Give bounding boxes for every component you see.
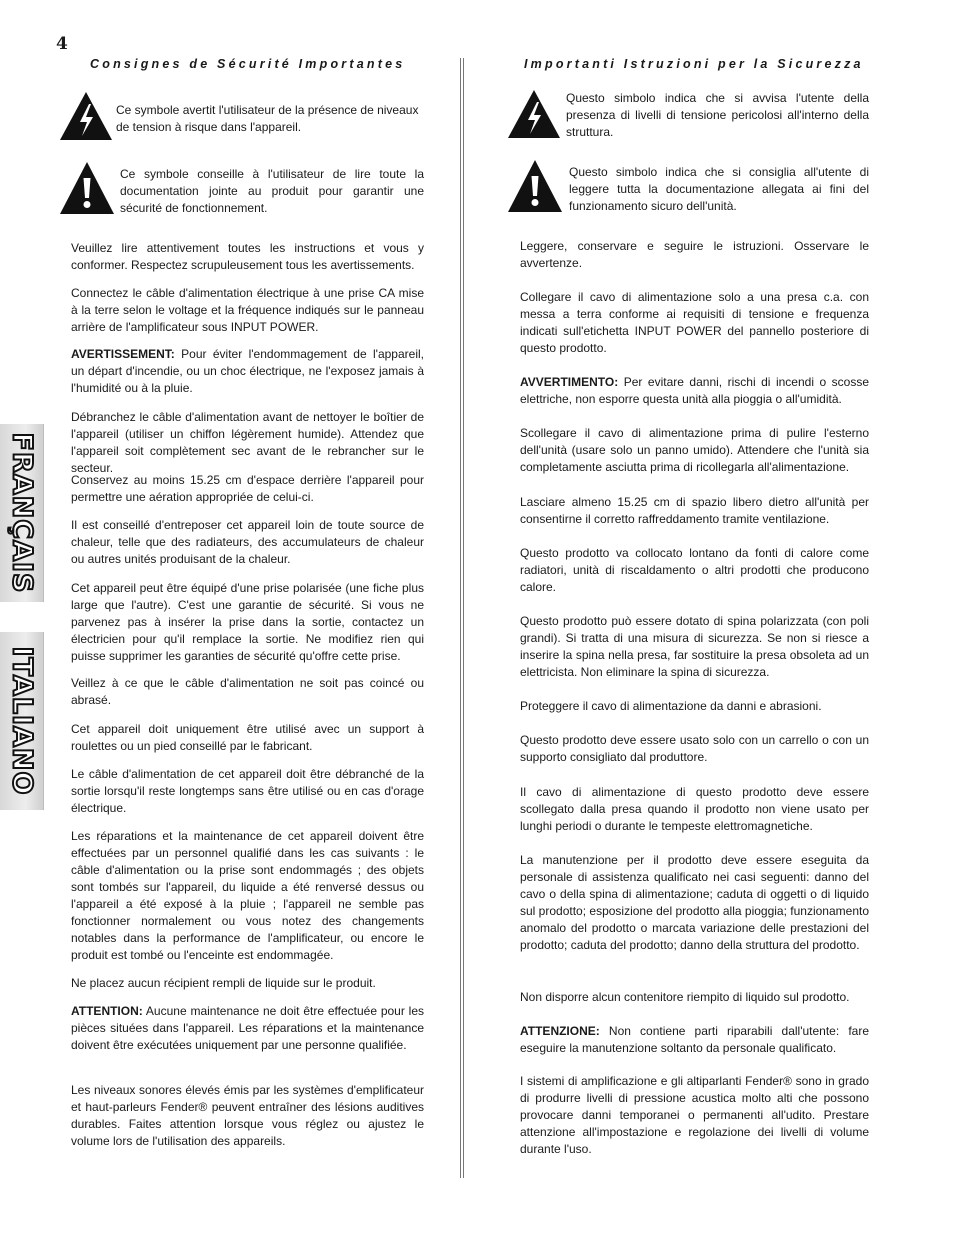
french-paragraph-text: Cet appareil doit uniquement être utilisé avec un support à roulettes ou un pied conseillé par le fabricant.	[71, 722, 424, 753]
french-paragraph	[71, 828, 424, 964]
tab-italiano-label: ITALIANO	[6, 646, 37, 796]
french-paragraph	[71, 472, 424, 506]
italian-paragraph	[520, 698, 869, 715]
french-paragraph	[71, 346, 424, 397]
french-paragraph-text: Il est conseillé d'entreposer cet appareil loin de toute source de chaleur, telle que des radiateurs, des accumulateurs de chaleur ou autres unités produisant de la chaleur.	[71, 518, 424, 566]
french-paragraph-lead: AVERTISSEMENT:	[71, 347, 175, 361]
italian-paragraph-text: Collegare il cavo di alimentazione solo a una presa c.a. con messa a terra conforme ai requisiti di tensione e frequenza indicati sull'etichetta INPUT POWER del pannello posteriore di questo prodotto.	[520, 290, 869, 355]
italian-paragraph-text: Il cavo di alimentazione di questo prodotto deve essere scollegato dalla presa quando il prodotto non viene usato per lunghi periodi o durante le tempeste elettromagnetiche.	[520, 785, 869, 833]
italian-paragraph	[520, 545, 869, 596]
italian-paragraph-lead: AVVERTIMENTO:	[520, 375, 619, 389]
french-paragraph	[71, 975, 424, 992]
french-paragraph	[71, 1003, 424, 1054]
french-title: Consignes de Sécurité Importantes	[90, 57, 406, 71]
french-paragraph-text: Veuillez lire attentivement toutes les instructions et vous y conformer. Respectez scrupuleusement tous les avertissements.	[71, 241, 424, 272]
french-paragraph	[71, 1082, 424, 1150]
italian-paragraph	[520, 494, 869, 528]
italian-paragraph-text: Non contiene parti riparabili dall'utente: fare eseguire la manutenzione soltanto da personale qualificato.	[520, 1024, 869, 1055]
italian-paragraph	[520, 784, 869, 835]
french-warning-read-text: Ce symbole conseille à l'utilisateur de lire toute la documentation jointe au produit pour garantir une sécurité de fonctionnement.	[120, 167, 424, 215]
italian-paragraph-text: I sistemi di amplificazione e gli altiparlanti Fender® sono in grado di produrre livelli di pressione acustica molto alti che possono provocare danni temporanei o permanenti all'udito. Prestare attenzione all'impostazione e regolazione dei livelli di volume durante l'uso.	[520, 1074, 869, 1156]
french-paragraph-text: Les niveaux sonores élevés émis par les systèmes d'emplificateur et haut-parleurs Fender® peuvent entraîner des lésions auditives durables. Faites attention lorsque vous réglez ou ajustez le volume lors de l'utilisation des appareils.	[71, 1083, 424, 1148]
italian-warning-read-text: Questo simbolo indica che si consiglia all'utente di leggere tutta la documentazione allegata ai fini del funzionamento sicuro dell'unità.	[569, 165, 869, 213]
italian-paragraph	[520, 1023, 869, 1057]
italian-paragraph-text: Questo prodotto deve essere usato solo con un carrello o con un supporto consigliato dal produttore.	[520, 733, 869, 764]
italian-paragraph-text: Leggere, conservare e seguire le istruzioni. Osservare le avvertenze.	[520, 239, 869, 270]
french-warning-read	[58, 160, 426, 218]
french-paragraph-text: Conservez au moins 15.25 cm d'espace derrière l'appareil pour permettre une aération appropriée de celui-ci.	[71, 473, 424, 504]
exclamation-triangle-icon	[506, 158, 564, 214]
tab-francais-label: FRANÇAIS	[6, 432, 37, 594]
italian-warning-read	[506, 158, 870, 216]
french-paragraph	[71, 240, 424, 274]
tab-francais[interactable]	[0, 424, 44, 602]
italian-paragraph	[520, 613, 869, 681]
french-paragraph-text: Le câble d'alimentation de cet appareil doit être débranché de la sortie lorsqu'il reste longtemps sans être utilisé ou en cas d'orage électrique.	[71, 767, 424, 815]
french-paragraph-text: Aucune maintenance ne doit être effectuée pour les pièces situées dans l'appareil. Les réparations et la maintenance doivent être exécutées uniquement par une personne qualifiée.	[71, 1004, 424, 1052]
french-warning-voltage	[58, 90, 426, 144]
french-paragraph-text: Veillez à ce que le câble d'alimentation ne soit pas coincé ou abrasé.	[71, 676, 424, 707]
french-paragraph-text: Les réparations et la maintenance de cet appareil doivent être effectuées par un personnel qualifié dans les cas suivants : le câble d'alimentation ou la prise sont endommagés ; des objets sont tombés sur l'appareil, du liquide a été renversé dessus ou l'appareil a été exposé à la pluie ; l'appareil ne semble pas fonctionner normalement ou vous notez des changements notables dans la performance de l'amplificateur, ou encore le produit est tombé ou l'enceinte est endommagée.	[71, 829, 424, 962]
italian-paragraph	[520, 289, 869, 357]
italian-title: Importanti Istruzioni per la Sicurezza	[524, 57, 864, 71]
column-divider	[460, 58, 464, 1178]
french-paragraph	[71, 580, 424, 665]
french-paragraph	[71, 517, 424, 568]
lightning-triangle-icon	[506, 88, 562, 140]
italian-paragraph-text: Proteggere il cavo di alimentazione da danni e abrasioni.	[520, 699, 822, 713]
italian-paragraph-text: Questo prodotto può essere dotato di spina polarizzata (con poli grandi). Si tratta di una misura di sicurezza. Se non si riesce a inserire la spina nella presa, far sostituire la presa obsoleta ad un elettricista. Non eliminare la spina di sicurezza.	[520, 614, 869, 679]
french-paragraph	[71, 285, 424, 336]
italian-paragraph	[520, 425, 869, 476]
italian-warning-voltage	[506, 88, 870, 144]
french-paragraph-text: Débranchez le câble d'alimentation avant de nettoyer le boîtier de l'appareil (utiliser un chiffon légèrement humide). Attendez que l'appareil soit complètement sec avant de le rebrancher sur le secteur.	[71, 410, 424, 475]
italian-paragraph	[520, 238, 869, 272]
french-paragraph-text: Ne placez aucun récipient rempli de liquide sur le produit.	[71, 976, 376, 990]
italian-paragraph	[520, 1073, 869, 1158]
italian-paragraph-text: Non disporre alcun contenitore riempito di liquido sul prodotto.	[520, 990, 850, 1004]
lightning-triangle-icon	[58, 90, 114, 142]
french-paragraph	[71, 409, 424, 477]
italian-paragraph	[520, 852, 869, 954]
french-paragraph-text: Cet appareil peut être équipé d'une prise polarisée (une fiche plus large que l'autre). C'est une garantie de sécurité. Si vous ne parvenez pas à insérer la prise dans la sortie, contactez un électricien pour qu'il remplace la sortie. Ne modifiez rien qui puisse supprimer les garanties de sécurité qu'offre cette prise.	[71, 581, 424, 663]
italian-paragraph-text: La manutenzione per il prodotto deve essere eseguita da personale di assistenza qualificato nei casi seguenti: danno del cavo o della spina di alimentazione; caduta di oggetti o di liquido sul prodotto; esposizione del prodotto alla pioggia; funzionamento anomalo del prodotto o marcata variazione delle prestazioni del prodotto; caduta del prodotto; danno della struttura del prodotto.	[520, 853, 869, 952]
french-paragraph-text: Connectez le câble d'alimentation électrique à une prise CA mise à la terre selon le voltage et la fréquence indiqués sur le panneau arrière de l'amplificateur sous INPUT POWER.	[71, 286, 424, 334]
italian-paragraph-text: Per evitare danni, rischi di incendi o scosse elettriche, non esporre questa unità alla pioggia o all'umidità.	[520, 375, 869, 406]
french-paragraph	[71, 766, 424, 817]
italian-paragraph-text: Scollegare il cavo di alimentazione prima di pulire l'esterno dell'unità (usare solo un panno umido). Attendere che l'unità sia completamente asciutta prima di ricollegarla all'alimentazione.	[520, 426, 869, 474]
french-paragraph-text: Pour éviter l'endommagement de l'appareil, un départ d'incendie, ou un choc électrique, ne l'exposez jamais à l'humidité ou à la pluie.	[71, 347, 424, 395]
italian-warning-voltage-text: Questo simbolo indica che si avvisa l'utente della presenza di livelli di tensione pericolosi all'interno della struttura.	[566, 91, 869, 139]
italian-paragraph	[520, 989, 869, 1006]
french-paragraph	[71, 721, 424, 755]
italian-paragraph-lead: ATTENZIONE:	[520, 1024, 600, 1038]
italian-paragraph	[520, 374, 869, 408]
italian-paragraph-text: Lasciare almeno 15.25 cm di spazio libero dietro all'unità per consentirne il corretto raffreddamento tramite ventilazione.	[520, 495, 869, 526]
page-number: 4	[56, 34, 68, 54]
italian-paragraph	[520, 732, 869, 766]
french-paragraph	[71, 675, 424, 709]
italian-paragraph-text: Questo prodotto va collocato lontano da fonti di calore come radiatori, unità di riscaldamento o altri prodotti che producono calore.	[520, 546, 869, 594]
tab-italiano[interactable]	[0, 632, 44, 810]
french-warning-voltage-text: Ce symbole avertit l'utilisateur de la présence de niveaux de tension à risque dans l'appareil.	[116, 103, 419, 134]
french-paragraph-lead: ATTENTION:	[71, 1004, 143, 1018]
exclamation-triangle-icon	[58, 160, 116, 216]
